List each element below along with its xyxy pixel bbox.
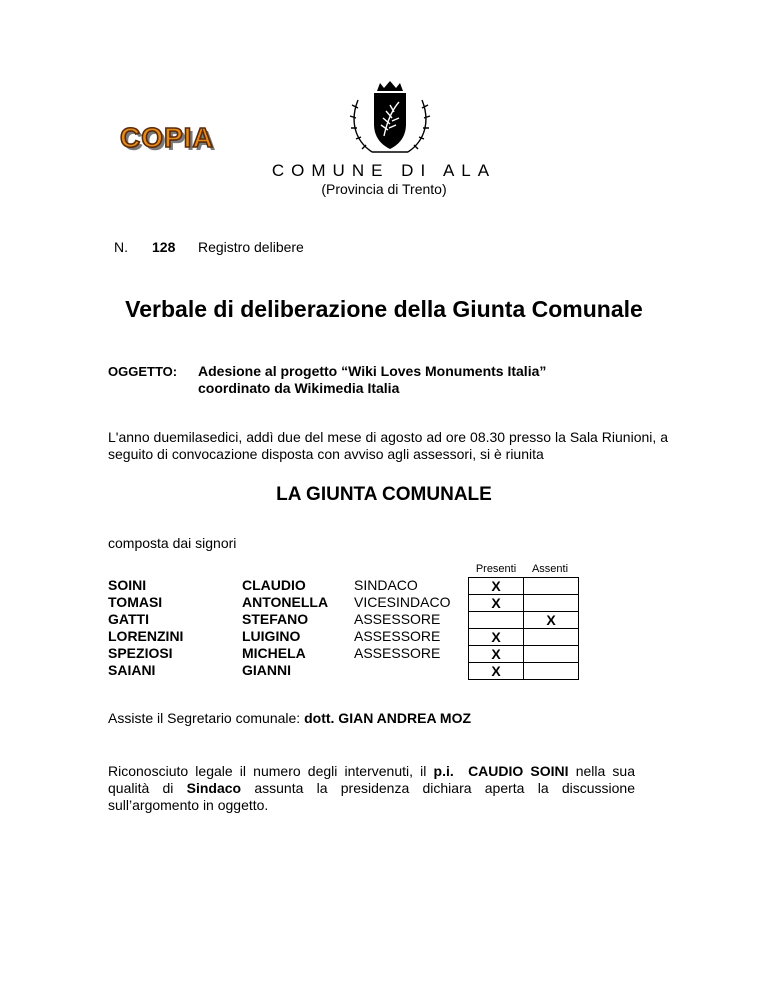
president-name: CAUDIO SOINI: [468, 763, 569, 779]
member-row: [108, 645, 474, 662]
member-name: STEFANO: [242, 611, 309, 627]
subject-label: OGGETTO:: [108, 364, 178, 379]
member-name: LUIGINO: [242, 628, 301, 644]
subject-text: [198, 363, 546, 397]
member-row: [108, 594, 474, 611]
member-name: GIANNI: [242, 662, 291, 678]
present-mark: X: [469, 578, 524, 595]
absent-mark: [524, 663, 579, 680]
member-surname: SPEZIOSI: [108, 645, 173, 661]
municipality-title: COMUNE DI ALA: [271, 161, 497, 180]
composed-by-label: composta dai signori: [108, 535, 237, 551]
absent-column-header: Assenti: [531, 563, 569, 575]
present-column-header: Presenti: [475, 563, 517, 575]
register-number: 128: [152, 239, 176, 255]
absent-mark: X: [524, 612, 579, 629]
closing-spacer: [454, 763, 468, 779]
member-surname: GATTI: [108, 611, 149, 627]
present-mark: [469, 612, 524, 629]
present-mark: X: [469, 663, 524, 680]
closing-paragraph: [108, 763, 635, 814]
present-mark: X: [469, 629, 524, 646]
secretary-prefix: Assiste il Segretario comunale:: [108, 710, 305, 726]
present-mark: X: [469, 595, 524, 612]
member-role: ASSESSORE: [354, 628, 441, 644]
closing-text: nella sua qualità di: [108, 763, 636, 796]
absent-mark: [524, 595, 579, 612]
absent-mark: [524, 646, 579, 663]
member-surname: SOINI: [108, 577, 147, 593]
secretary-line: [108, 710, 471, 726]
member-role: SINDACO: [354, 577, 418, 593]
present-mark: X: [469, 646, 524, 663]
secretary-name: dott. GIAN ANDREA MOZ: [304, 710, 472, 726]
member-role: [354, 662, 474, 679]
president-title: p.i.: [433, 763, 454, 779]
subject-line: Adesione al progetto “Wiki Loves Monuments Italia”: [198, 363, 547, 379]
members-list: [108, 577, 474, 679]
member-surname: SAIANI: [108, 662, 156, 678]
municipal-crest-icon: [344, 78, 436, 158]
subject-line: coordinato da Wikimedia Italia: [198, 380, 400, 396]
member-name: MICHELA: [242, 645, 306, 661]
section-title: LA GIUNTA COMUNALE: [276, 484, 492, 505]
absent-mark: [524, 578, 579, 595]
president-role: Sindaco: [186, 780, 242, 796]
absent-mark: [524, 629, 579, 646]
member-role: ASSESSORE: [354, 645, 441, 661]
member-name: ANTONELLA: [242, 594, 329, 610]
register-label: Registro delibere: [198, 239, 304, 255]
member-surname: TOMASI: [108, 594, 163, 610]
attendance-row: [469, 663, 579, 680]
intro-paragraph: L'anno duemilasedici, addì due del mese di agosto ad ore 08.30 presso la Sala Riunioni, a seguito di convocazione disposta con avviso agli assessori, si è riunita: [108, 429, 668, 462]
attendance-row: [469, 595, 579, 612]
attendance-row: [469, 629, 579, 646]
member-role: ASSESSORE: [354, 611, 441, 627]
closing-text: assunta la presidenza dichiara aperta la discussione sull’argomento in oggetto.: [108, 780, 635, 813]
closing-text: Riconosciuto legale il numero degli intervenuti, il: [108, 763, 434, 779]
attendance-row: [469, 646, 579, 663]
member-row: [108, 611, 474, 628]
member-row: [108, 577, 474, 594]
attendance-grid: [468, 577, 579, 680]
copia-stamp: COPIA: [120, 122, 214, 153]
member-row: [108, 662, 474, 679]
province-subtitle: (Provincia di Trento): [321, 181, 447, 197]
document-title: Verbale di deliberazione della Giunta Comunale: [125, 296, 643, 322]
attendance-row: [469, 612, 579, 629]
attendance-row: [469, 578, 579, 595]
register-prefix: N.: [114, 239, 128, 255]
member-role: VICESINDACO: [354, 594, 451, 610]
member-name: CLAUDIO: [242, 577, 306, 593]
member-row: [108, 628, 474, 645]
member-surname: LORENZINI: [108, 628, 184, 644]
